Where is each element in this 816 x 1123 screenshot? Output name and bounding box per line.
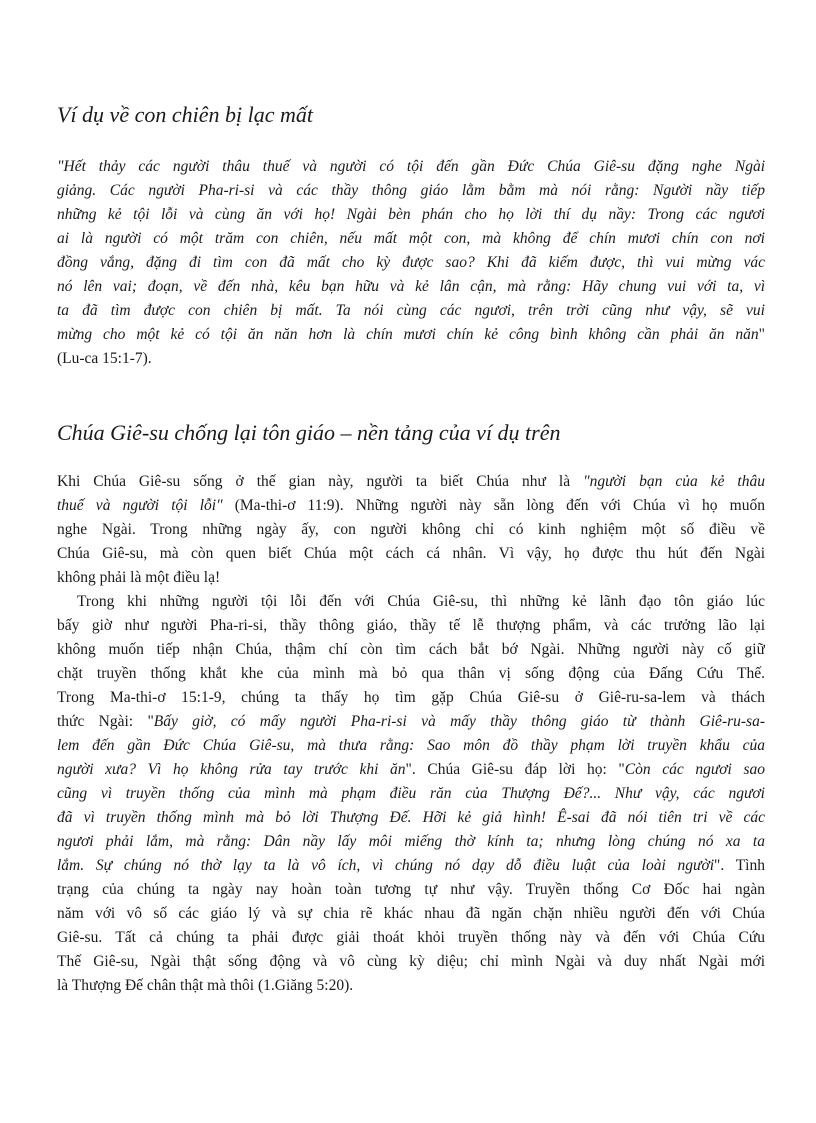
paragraph-line [57, 494, 765, 518]
text-span: (Ma-thi-ơ 11:9). Những người này sẵn lòng đến với Chúa vì họ muốn [222, 497, 765, 514]
section-heading-jesus-against-religion: Chúa Giê-su chống lại tôn giáo – nền tảng của ví dụ trên [57, 420, 561, 445]
paragraph-line: cũng vì truyền thống của mình mà phạm điều răn của Thượng Đế?... Như vậy, các ngươi [57, 785, 765, 802]
paragraph-line: Trong Ma-thi-ơ 15:1-9, chúng ta thấy họ tìm gặp Chúa Giê-su ở Giê-ru-sa-lem và thách [57, 689, 765, 706]
paragraph-line: đã vì truyền thống mình mà bỏ lời Thượng Đế. Hỡi kẻ giả hình! Ê-sai đã nói tiên tri về các [57, 809, 765, 826]
quote-close-mark: " [758, 326, 765, 343]
quote-line: nó lên vai; đoạn, về đến nhà, kêu bạn hữu và kẻ lân cận, mà rằng: Hãy chung vui với ta, vì [57, 278, 765, 295]
paragraph-line: trạng của chúng ta ngày nay hoàn toàn tương tự như vậy. Truyền thống Cơ Đốc hai ngàn [57, 881, 765, 898]
paragraph-line: bấy giờ như người Pha-ri-si, thầy thông giáo, thầy tế lễ thượng phẩm, và các trưởng lão lại [57, 617, 765, 634]
quote-block-luke-15 [57, 155, 765, 371]
italic-quote-span: người xưa? Vì họ không rửa tay trước khi ăn [57, 761, 406, 778]
paragraph-line: Chúa Giê-su, mà còn quen biết Chúa một cách cá nhân. Vì vậy, họ được thu hút đến Ngài [57, 545, 765, 562]
quote-line-last [57, 323, 765, 347]
quote-line-text: mừng cho một kẻ có tội ăn năn hơn là chín mươi chín kẻ công bình không cần phải ăn năn [57, 326, 759, 343]
italic-quote-span: Còn các ngươi sao [624, 761, 765, 778]
paragraph-line [57, 470, 765, 494]
text-span: ". Tình [714, 857, 765, 874]
quote-line: giảng. Các người Pha-ri-si và các thầy thông giáo lằm bằm mà nói rằng: Người nầy tiếp [57, 182, 765, 199]
paragraph-line: nghe Ngài. Trong những ngày ấy, con người không chỉ có kinh nghiệm một số điều về [57, 521, 765, 538]
quote-line: ta đã tìm được con chiên bị mất. Ta nói cùng các ngươi, trên trời cũng như vậy, sẽ vui [57, 302, 765, 319]
paragraph-line: là Thượng Đế chân thật mà thôi (1.Giăng 5:20). [57, 977, 354, 994]
italic-quote-span: thuế và người tội lỗi" [57, 497, 223, 514]
paragraph-line: lem đến gần Đức Chúa Giê-su, mà thưa rằng: Sao môn đồ thầy phạm lời truyền khẩu của [57, 737, 765, 754]
paragraph-line: chặt truyền thống khắt khe của mình mà bỏ qua thân vị sống động của Đấng Cứu Thế. [57, 665, 765, 682]
text-span: Khi Chúa Giê-su sống ở thế gian này, người ta biết Chúa như là [57, 473, 584, 490]
quote-line: đồng vắng, đặng đi tìm con đã mất cho kỳ được sao? Khi đã kiếm được, thì vui mừng vác [57, 254, 765, 271]
paragraph-line: năm với vô số các giáo lý và sự chia rẽ khác nhau đã ngăn chặn nhiều người đến với Chúa [57, 905, 765, 922]
paragraph-line: Thế Giê-su, Ngài thật sống động và vô cùng kỳ diệu; chỉ mình Ngài và duy nhất Ngài mới [57, 953, 765, 970]
italic-quote-span: "người bạn của kẻ thâu [583, 473, 765, 490]
text-span: thức Ngài: " [57, 713, 154, 730]
paragraph-1 [57, 470, 765, 590]
paragraph-line: Trong khi những người tội lỗi đến với Chúa Giê-su, thì những kẻ lãnh đạo tôn giáo lúc [77, 593, 765, 610]
paragraph-2 [57, 590, 765, 998]
paragraph-line: không phải là một điều lạ! [57, 569, 221, 586]
paragraph-line [57, 710, 765, 734]
italic-quote-span: lắm. Sự chúng nó thờ lạy ta là vô ích, vì chúng nó dạy dỗ điều luật của loài người [57, 857, 715, 874]
quote-line: những kẻ tội lỗi và cùng ăn với họ! Ngài bèn phán cho họ lời thí dụ nầy: Trong các ngươi [57, 206, 765, 223]
quote-line: "Hết thảy các người thâu thuế và người có tội đến gần Đức Chúa Giê-su đặng nghe Ngài [57, 158, 765, 175]
italic-quote-span: Bấy giờ, có mấy người Pha-ri-si và mấy thầy thông giáo từ thành Giê-ru-sa- [153, 713, 765, 730]
paragraph-line [57, 758, 765, 782]
paragraph-line: không muốn tiếp nhận Chúa, thậm chí còn tìm cách bắt bớ Ngài. Những người này cố giữ [57, 641, 765, 658]
section-heading-lost-sheep: Ví dụ về con chiên bị lạc mất [57, 102, 313, 127]
quote-line: ai là người có một trăm con chiên, nếu mất một con, mà không để chín mươi chín con nơi [57, 230, 765, 247]
scripture-reference: (Lu-ca 15:1-7). [57, 350, 152, 367]
paragraph-line: Giê-su. Tất cả chúng ta phải được giải thoát khỏi truyền thống này và đến với Chúa Cứu [57, 929, 765, 946]
paragraph-line: ngươi phải lắm, mà rằng: Dân nầy lấy môi miếng thờ kính ta; nhưng lòng chúng nó xa ta [57, 833, 765, 850]
paragraph-line [57, 854, 765, 878]
text-span: ". Chúa Giê-su đáp lời họ: " [405, 761, 625, 778]
